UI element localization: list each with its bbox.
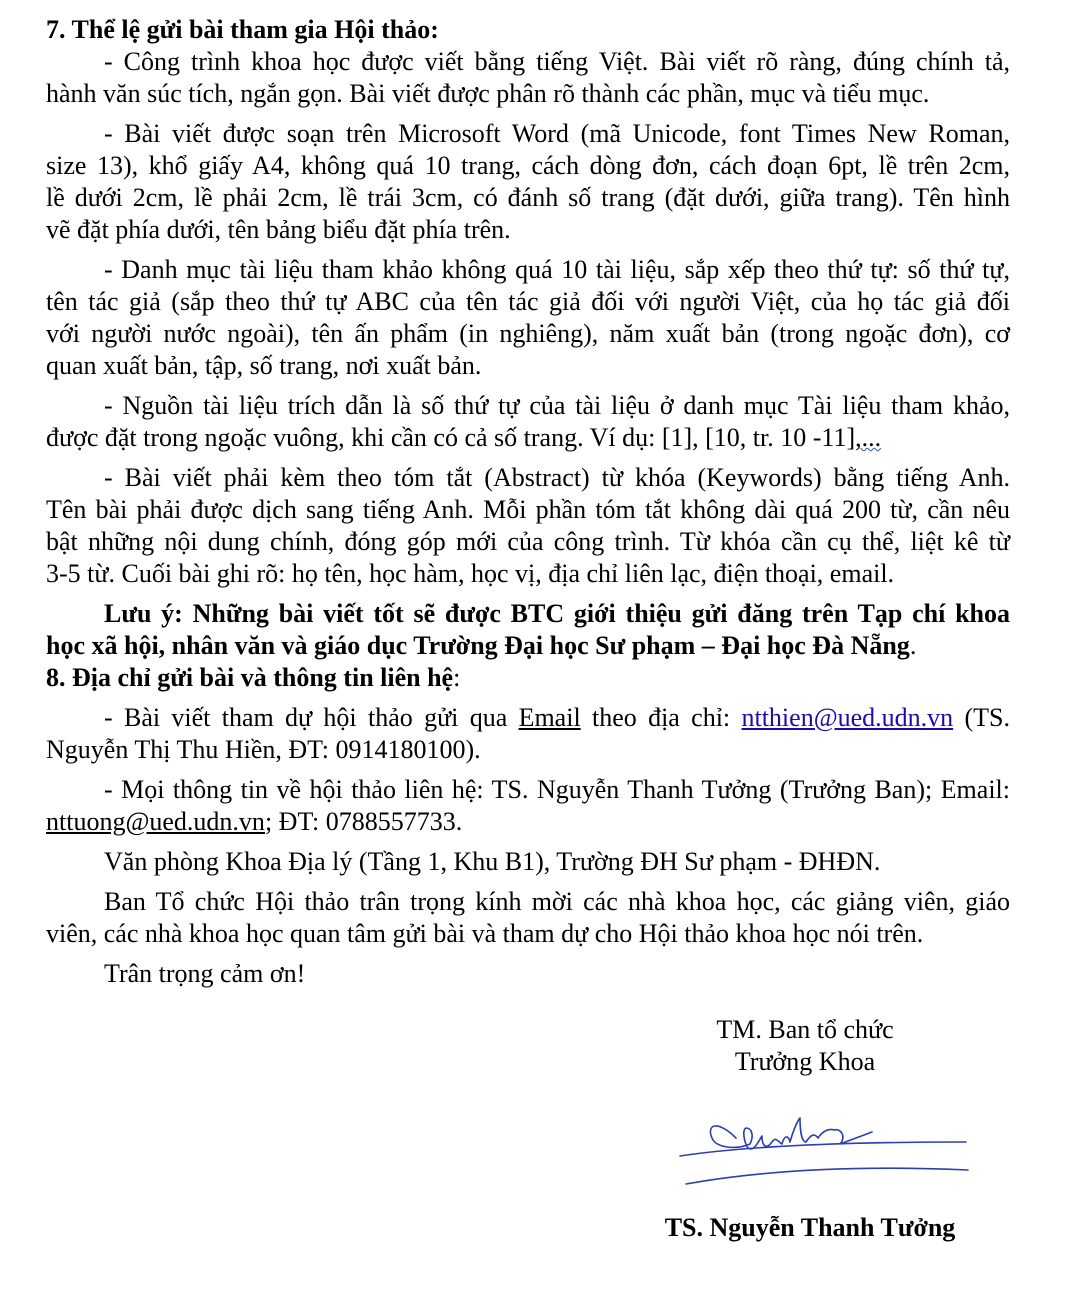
text-line: vẽ đặt phía dưới, tên bảng biểu đặt phía trên. <box>46 215 511 244</box>
citation-example: được đặt trong ngoặc vuông, khi cần có cả số trang. Ví dụ: [1], [10, tr. 10 -11] <box>46 423 856 452</box>
text-line: - Bài viết được soạn trên Microsoft Word (mã Unicode, font Times New Roman, <box>104 119 1010 148</box>
text-span: - Bài viết tham dự hội thảo gửi qua <box>104 703 519 732</box>
on-behalf-label: TM. Ban tổ chức <box>716 1015 894 1044</box>
text-line: - Mọi thông tin về hội thảo liên hệ: TS. Nguyễn Thanh Tưởng (Trưởng Ban); Email: <box>104 775 1010 804</box>
handwritten-signature <box>676 1098 976 1188</box>
text-line: Tên bài phải được dịch sang tiếng Anh. Mỗi phần tóm tắt không dài quá 200 từ, cần nêu <box>46 495 1010 524</box>
thanks-paragraph <box>46 958 1010 990</box>
text-line: hành văn súc tích, ngắn gọn. Bài viết được phân rõ thành các phần, mục và tiểu mục. <box>46 79 930 108</box>
section-7-paragraph-5 <box>46 462 1010 590</box>
text-span: ; ĐT: 0788557733. <box>264 807 463 836</box>
text-line <box>46 702 1010 734</box>
text-line: quan xuất bản, tập, số trang, nơi xuất bản. <box>46 351 482 380</box>
signature-strokes <box>680 1118 968 1184</box>
email-link-nttuong[interactable]: nttuong@ued.udn.vn <box>46 807 265 836</box>
text-line: với người nước ngoài), tên ấn phẩm (in nghiêng), năm xuất bản (trong ngoặc đơn), cơ <box>46 319 1010 348</box>
text-line: lề dưới 2cm, lề phải 2cm, lề trái 3cm, có đánh số trang (đặt dưới, giữa trang). Tên hình <box>46 183 1010 212</box>
note-paragraph <box>46 598 1010 662</box>
email-link-ntthien[interactable]: ntthien@ued.udn.vn <box>741 703 954 732</box>
section-7-paragraph-1 <box>46 46 1010 110</box>
section-8-paragraph-1 <box>46 702 1010 766</box>
text-line <box>46 806 1010 838</box>
note-line: Lưu ý: Những bài viết tốt sẽ được BTC giới thiệu gửi đăng trên Tạp chí khoa <box>104 599 1010 628</box>
section-8-heading-colon: : <box>453 663 461 692</box>
text-line: - Công trình khoa học được viết bằng tiếng Việt. Bài viết rõ ràng, đúng chính tả, <box>104 47 1010 76</box>
office-paragraph <box>46 846 1010 878</box>
signature-stroke <box>686 1168 968 1184</box>
text-span: theo địa chỉ: <box>580 703 742 732</box>
spellcheck-mark: ,... <box>855 423 882 452</box>
text-line: viên, các nhà khoa học quan tâm gửi bài và tham dự cho Hội thảo khoa học nói trên. <box>46 919 924 948</box>
section-8-heading-text: 8. Địa chỉ gửi bài và thông tin liên hệ <box>46 663 454 692</box>
note-period: . <box>909 631 917 660</box>
text-line: Ban Tổ chức Hội thảo trân trọng kính mời các nhà khoa học, các giảng viên, giáo <box>104 887 1010 916</box>
section-8-heading <box>46 662 1010 694</box>
note-text: học xã hội, nhân văn và giáo dục Trường Đại học Sư phạm – Đại học Đà Nẵng <box>46 631 910 660</box>
email-word: Email <box>518 703 581 732</box>
text-line: Nguyễn Thị Thu Hiền, ĐT: 0914180100). <box>46 735 481 764</box>
note-line <box>46 630 1010 662</box>
text-line: tên tác giả (sắp theo thứ tự ABC của tên tác giả đối với người Việt, của họ tác giả đối <box>46 287 1010 316</box>
text-line: - Nguồn tài liệu trích dẫn là số thứ tự của tài liệu ở danh mục Tài liệu tham khảo, <box>104 391 1010 420</box>
text-line <box>46 422 1010 454</box>
document-body <box>46 14 1010 990</box>
signature-stroke <box>680 1142 966 1156</box>
section-8-paragraph-2 <box>46 774 1010 838</box>
section-7-paragraph-2 <box>46 118 1010 246</box>
text-line: Văn phòng Khoa Địa lý (Tầng 1, Khu B1), Trường ĐH Sư phạm - ĐHĐN. <box>104 847 881 876</box>
section-7-paragraph-3 <box>46 254 1010 382</box>
text-span: (TS. <box>953 703 1011 732</box>
text-line: size 13), khổ giấy A4, không quá 10 trang, cách dòng đơn, cách đoạn 6pt, lề trên 2cm, <box>46 151 1010 180</box>
text-line: - Danh mục tài liệu tham khảo không quá 10 tài liệu, sắp xếp theo thứ tự: số thứ tự, <box>104 255 1010 284</box>
text-line: - Bài viết phải kèm theo tóm tắt (Abstract) từ khóa (Keywords) bằng tiếng Anh. <box>104 463 1010 492</box>
invitation-paragraph <box>46 886 1010 950</box>
section-7-heading: 7. Thể lệ gửi bài tham gia Hội thảo: <box>46 15 439 44</box>
section-7-paragraph-4 <box>46 390 1010 454</box>
text-line: Trân trọng cảm ơn! <box>104 959 306 988</box>
text-line: bật những nội dung chính, đóng góp mới của công trình. Từ khóa cần cụ thể, liệt kê từ <box>46 527 1010 556</box>
signer-name: TS. Nguyễn Thanh Tưởng <box>664 1213 956 1242</box>
position-label: Trưởng Khoa <box>734 1047 876 1076</box>
signature-block <box>640 1014 970 1078</box>
text-line: 3-5 từ. Cuối bài ghi rõ: họ tên, học hàm, học vị, địa chỉ liên lạc, điện thoại, email. <box>46 559 895 588</box>
